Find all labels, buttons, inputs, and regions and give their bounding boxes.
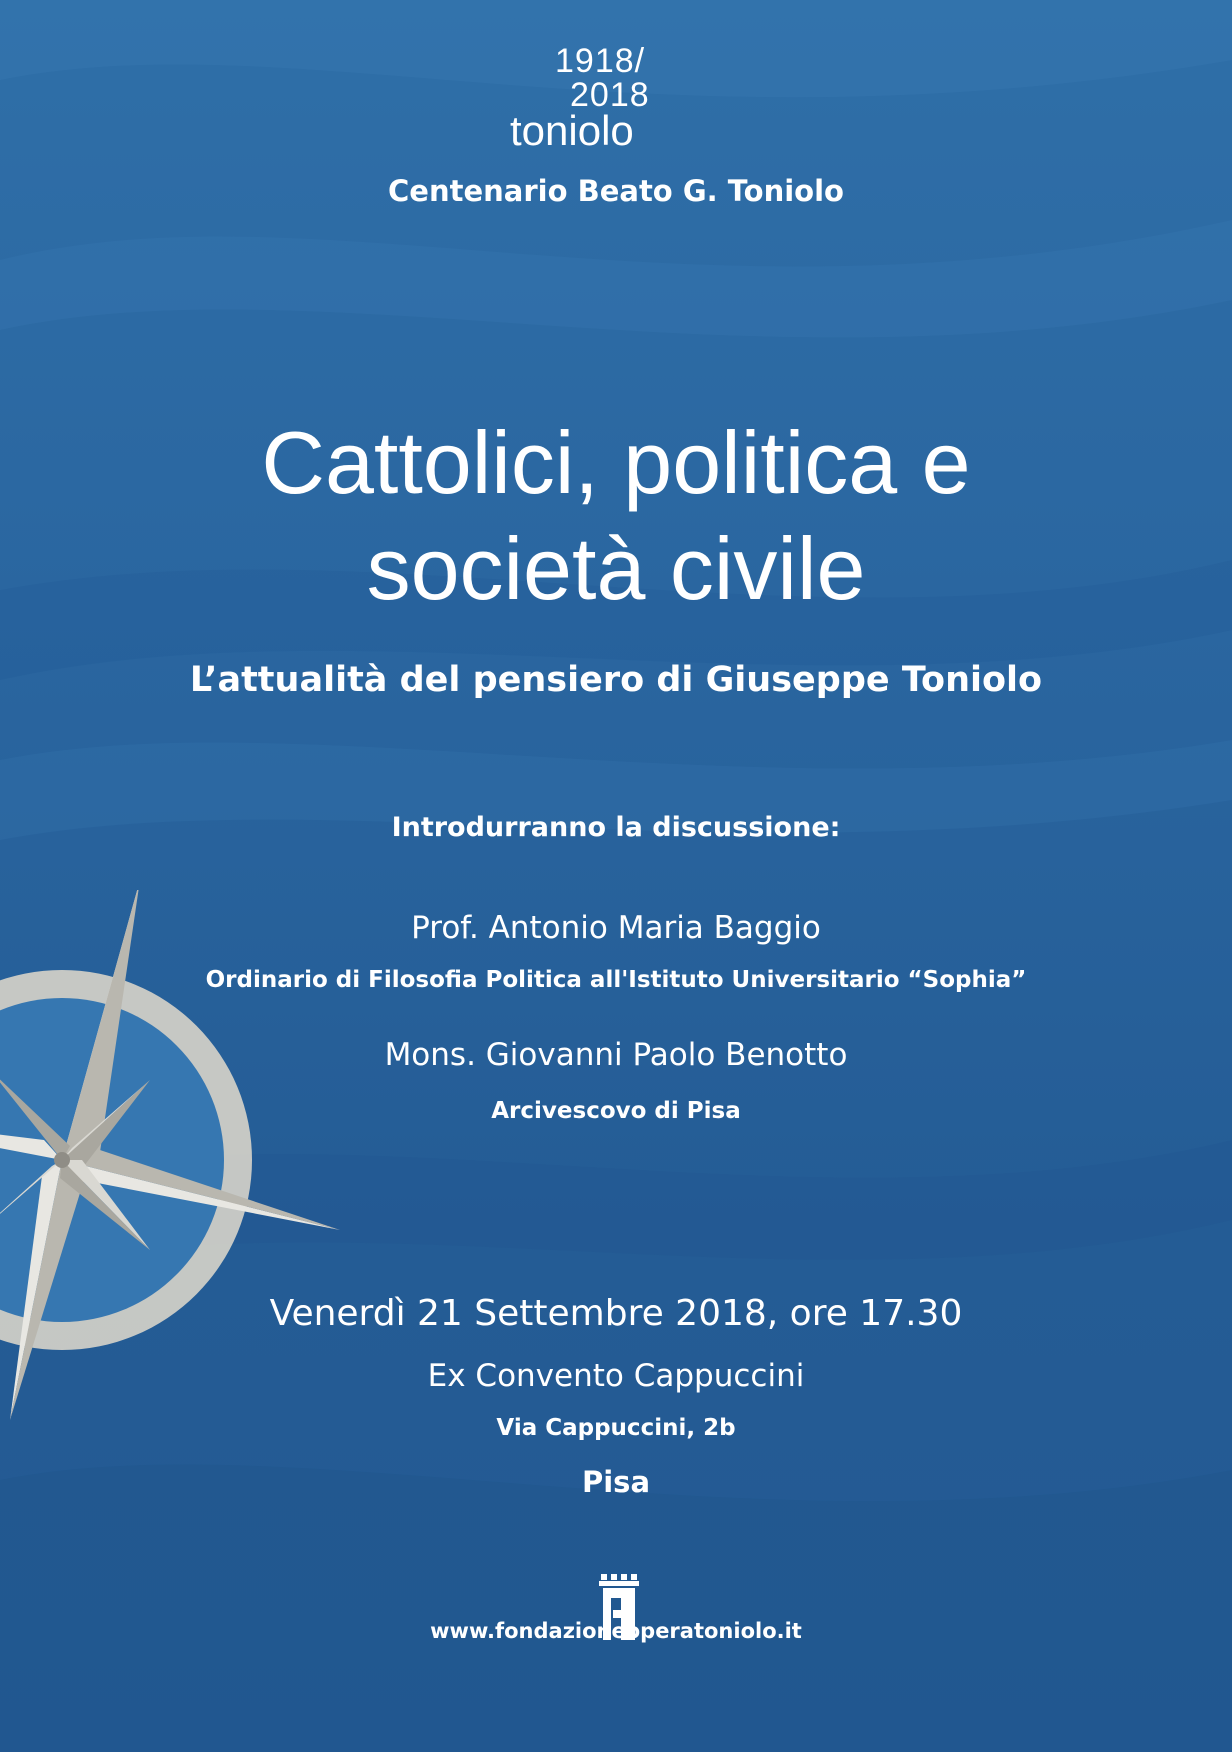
logo-year-end: 2018 — [570, 76, 650, 114]
speaker-2-name: Mons. Giovanni Paolo Benotto — [384, 1037, 848, 1073]
centenary-kicker: Centenario Beato G. Toniolo — [388, 174, 844, 208]
poster-title — [0, 410, 1232, 622]
speaker-1-name: Prof. Antonio Maria Baggio — [411, 910, 821, 946]
compass-rose-icon — [0, 890, 360, 1430]
event-address: Via Cappuccini, 2b — [496, 1415, 736, 1441]
speaker-2-role: Arcivescovo di Pisa — [491, 1098, 741, 1124]
logo-year-start: 1918/ — [555, 42, 646, 80]
event-city: Pisa — [581, 1465, 651, 1499]
poster-subtitle: L’attualità del pensiero di Giuseppe Toniolo — [189, 660, 1043, 700]
event-date: Venerdì 21 Settembre 2018, ore 17.30 — [269, 1293, 963, 1334]
speaker-1-role: Ordinario di Filosofia Politica all'Istituto Universitario “Sophia” — [205, 967, 1027, 993]
title-line-1: Cattolici, politica e — [261, 413, 971, 512]
title-line-2: società civile — [366, 519, 866, 618]
event-venue: Ex Convento Cappuccini — [427, 1358, 805, 1394]
logo-name: toniolo — [510, 107, 634, 154]
intro-label: Introdurranno la discussione: — [391, 812, 841, 843]
website-link[interactable]: www.fondazioneoperatoniolo.it — [430, 1619, 802, 1643]
